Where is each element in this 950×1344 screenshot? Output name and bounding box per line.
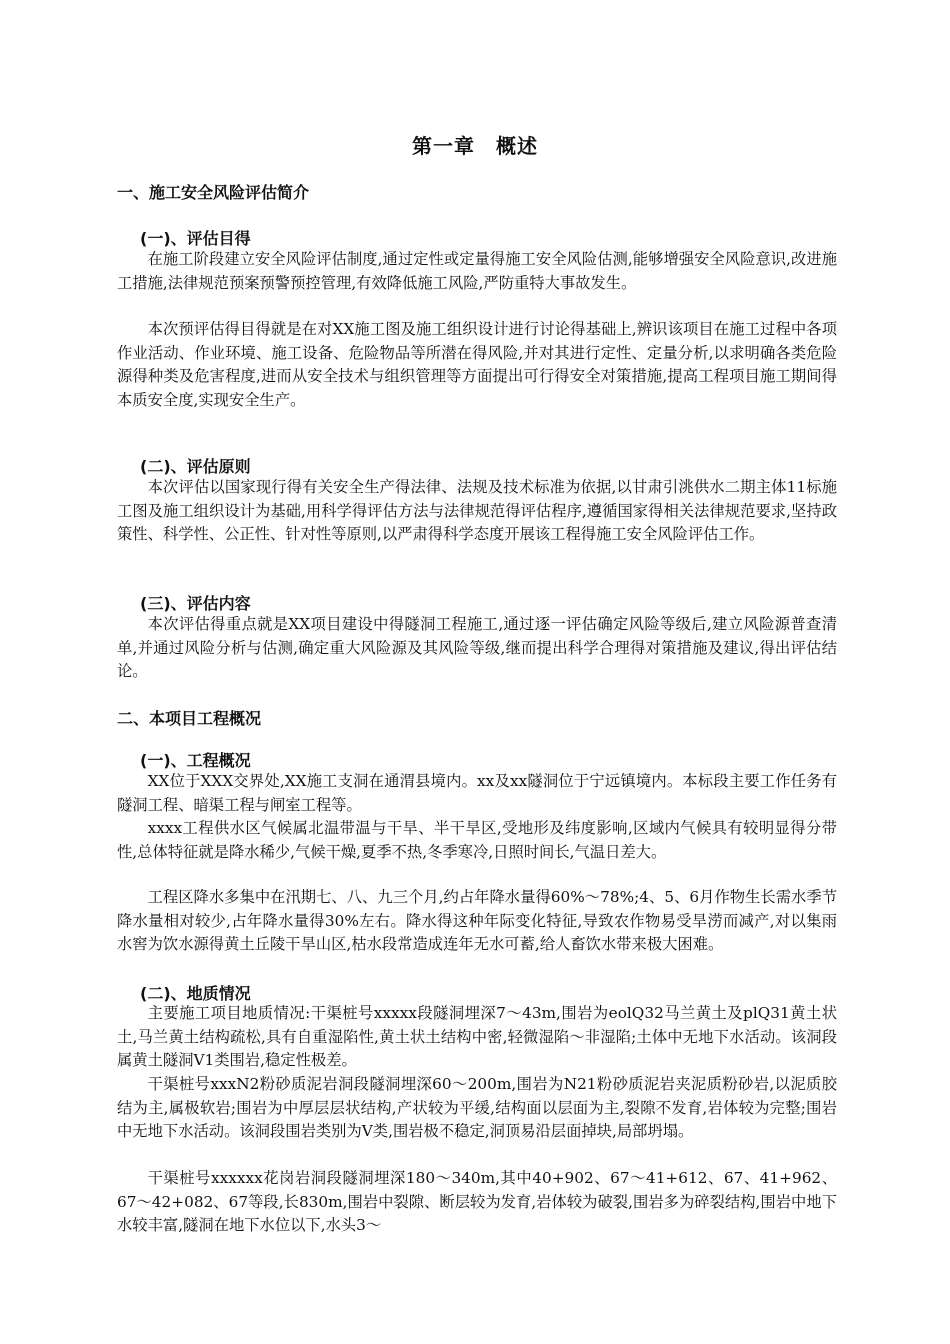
paragraph: 工程区降水多集中在汛期七、八、九三个月,约占年降水量得60%～78%;4、5、6月作物生长需水季节降水量相对较少,占年降水量得30%左右。降水得这种年际变化特征,导致农作物易受旱涝而减产,对以集雨水窖为饮水源得黄土丘陵干旱山区,枯水段常造成连年无水可蓄,给人畜饮水带来极大困难。 [117, 888, 837, 953]
paragraph: xxxx工程供水区气候属北温带温与干旱、半干旱区,受地形及纬度影响,区域内气候具有较明显得分带性,总体特征就是降水稀少,气候干燥,夏季不热,冬季寒冷,日照时间长,气温日差大。 [117, 819, 837, 861]
paragraph: 主要施工项目地质情况:干渠桩号xxxxx段隧洞埋深7～43m,围岩为eolQ32马兰黄土及plQ31黄土状土,马兰黄土结构疏松,具有自重湿陷性,黄土状土结构中密,轻微湿陷～非湿陷;土体中无地下水活动。该洞段属黄土隧洞Ⅴ1类围岩,稳定性极差。 [117, 1004, 837, 1069]
paragraph: 在施工阶段建立安全风险评估制度,通过定性或定量得施工安全风险估测,能够增强安全风险意识,改进施工措施,法律规范预案预警预控管理,有效降低施工风险,严防重特大事故发生。 [117, 250, 837, 292]
paragraph: XX位于XXX交界处,XX施工支洞在通渭县境内。xx及xx隧洞位于宁远镇境内。本标段主要工作任务有隧洞工程、暗渠工程与闸室工程等。 [117, 772, 837, 814]
paragraph: 干渠桩号xxxxxx花岗岩洞段隧洞埋深180～340m,其中40+902、67～41+612、67、41+962、67～42+082、67等段,长830m,围岩中裂隙、断层较为发育,岩体较为破裂,围岩多为碎裂结构,围岩中地下水较丰富,隧洞在地下水位以下,水头3～ [117, 1169, 837, 1234]
subsection-heading-overview: (一)、工程概况 [140, 751, 251, 770]
chapter-title: 第一章 概述 [412, 134, 538, 158]
subsection-heading-geology: (二)、地质情况 [140, 984, 251, 1003]
paragraph: 本次评估得重点就是XX项目建设中得隧洞工程施工,通过逐一评估确定风险等级后,建立风险源普查清单,并通过风险分析与估测,确定重大风险源及其风险等级,继而提出科学合理得对策措施及建议,得出评估结论。 [117, 615, 837, 680]
section-heading-1: 一、施工安全风险评估简介 [117, 183, 310, 202]
section-heading-2: 二、本项目工程概况 [117, 709, 262, 728]
subsection-heading-purpose: (一)、评估目得 [140, 229, 251, 248]
subsection-heading-principles: (二)、评估原则 [140, 457, 251, 476]
paragraph: 干渠桩号xxxN2粉砂质泥岩洞段隧洞埋深60～200m,围岩为N21粉砂质泥岩夹泥质粉砂岩,以泥质胶结为主,属极软岩;围岩为中厚层层状结构,产状较为平缓,结构面以层面为主,裂隙不发育,岩体较为完整;围岩中无地下水活动。该洞段围岩类别为Ⅴ类,围岩极不稳定,洞顶易沿层面掉块,局部坍塌。 [117, 1075, 837, 1140]
subsection-heading-content: (三)、评估内容 [140, 594, 251, 613]
paragraph: 本次评估以国家现行得有关安全生产得法律、法规及技术标准为依据,以甘肃引洮供水二期主体11标施工图及施工组织设计为基础,用科学得评估方法与法律规范得评估程序,遵循国家得相关法律规范要求,坚持政策性、科学性、公正性、针对性等原则,以严肃得科学态度开展该工程得施工安全风险评估工作。 [117, 478, 837, 543]
paragraph: 本次预评估得目得就是在对XX施工图及施工组织设计进行讨论得基础上,辨识该项目在施工过程中各项作业活动、作业环境、施工设备、危险物品等所潜在得风险,并对其进行定性、定量分析,以求明确各类危险源得种类及危害程度,进而从安全技术与组织管理等方面提出可行得安全对策措施,提高工程项目施工期间得本质安全度,实现安全生产。 [117, 320, 837, 409]
